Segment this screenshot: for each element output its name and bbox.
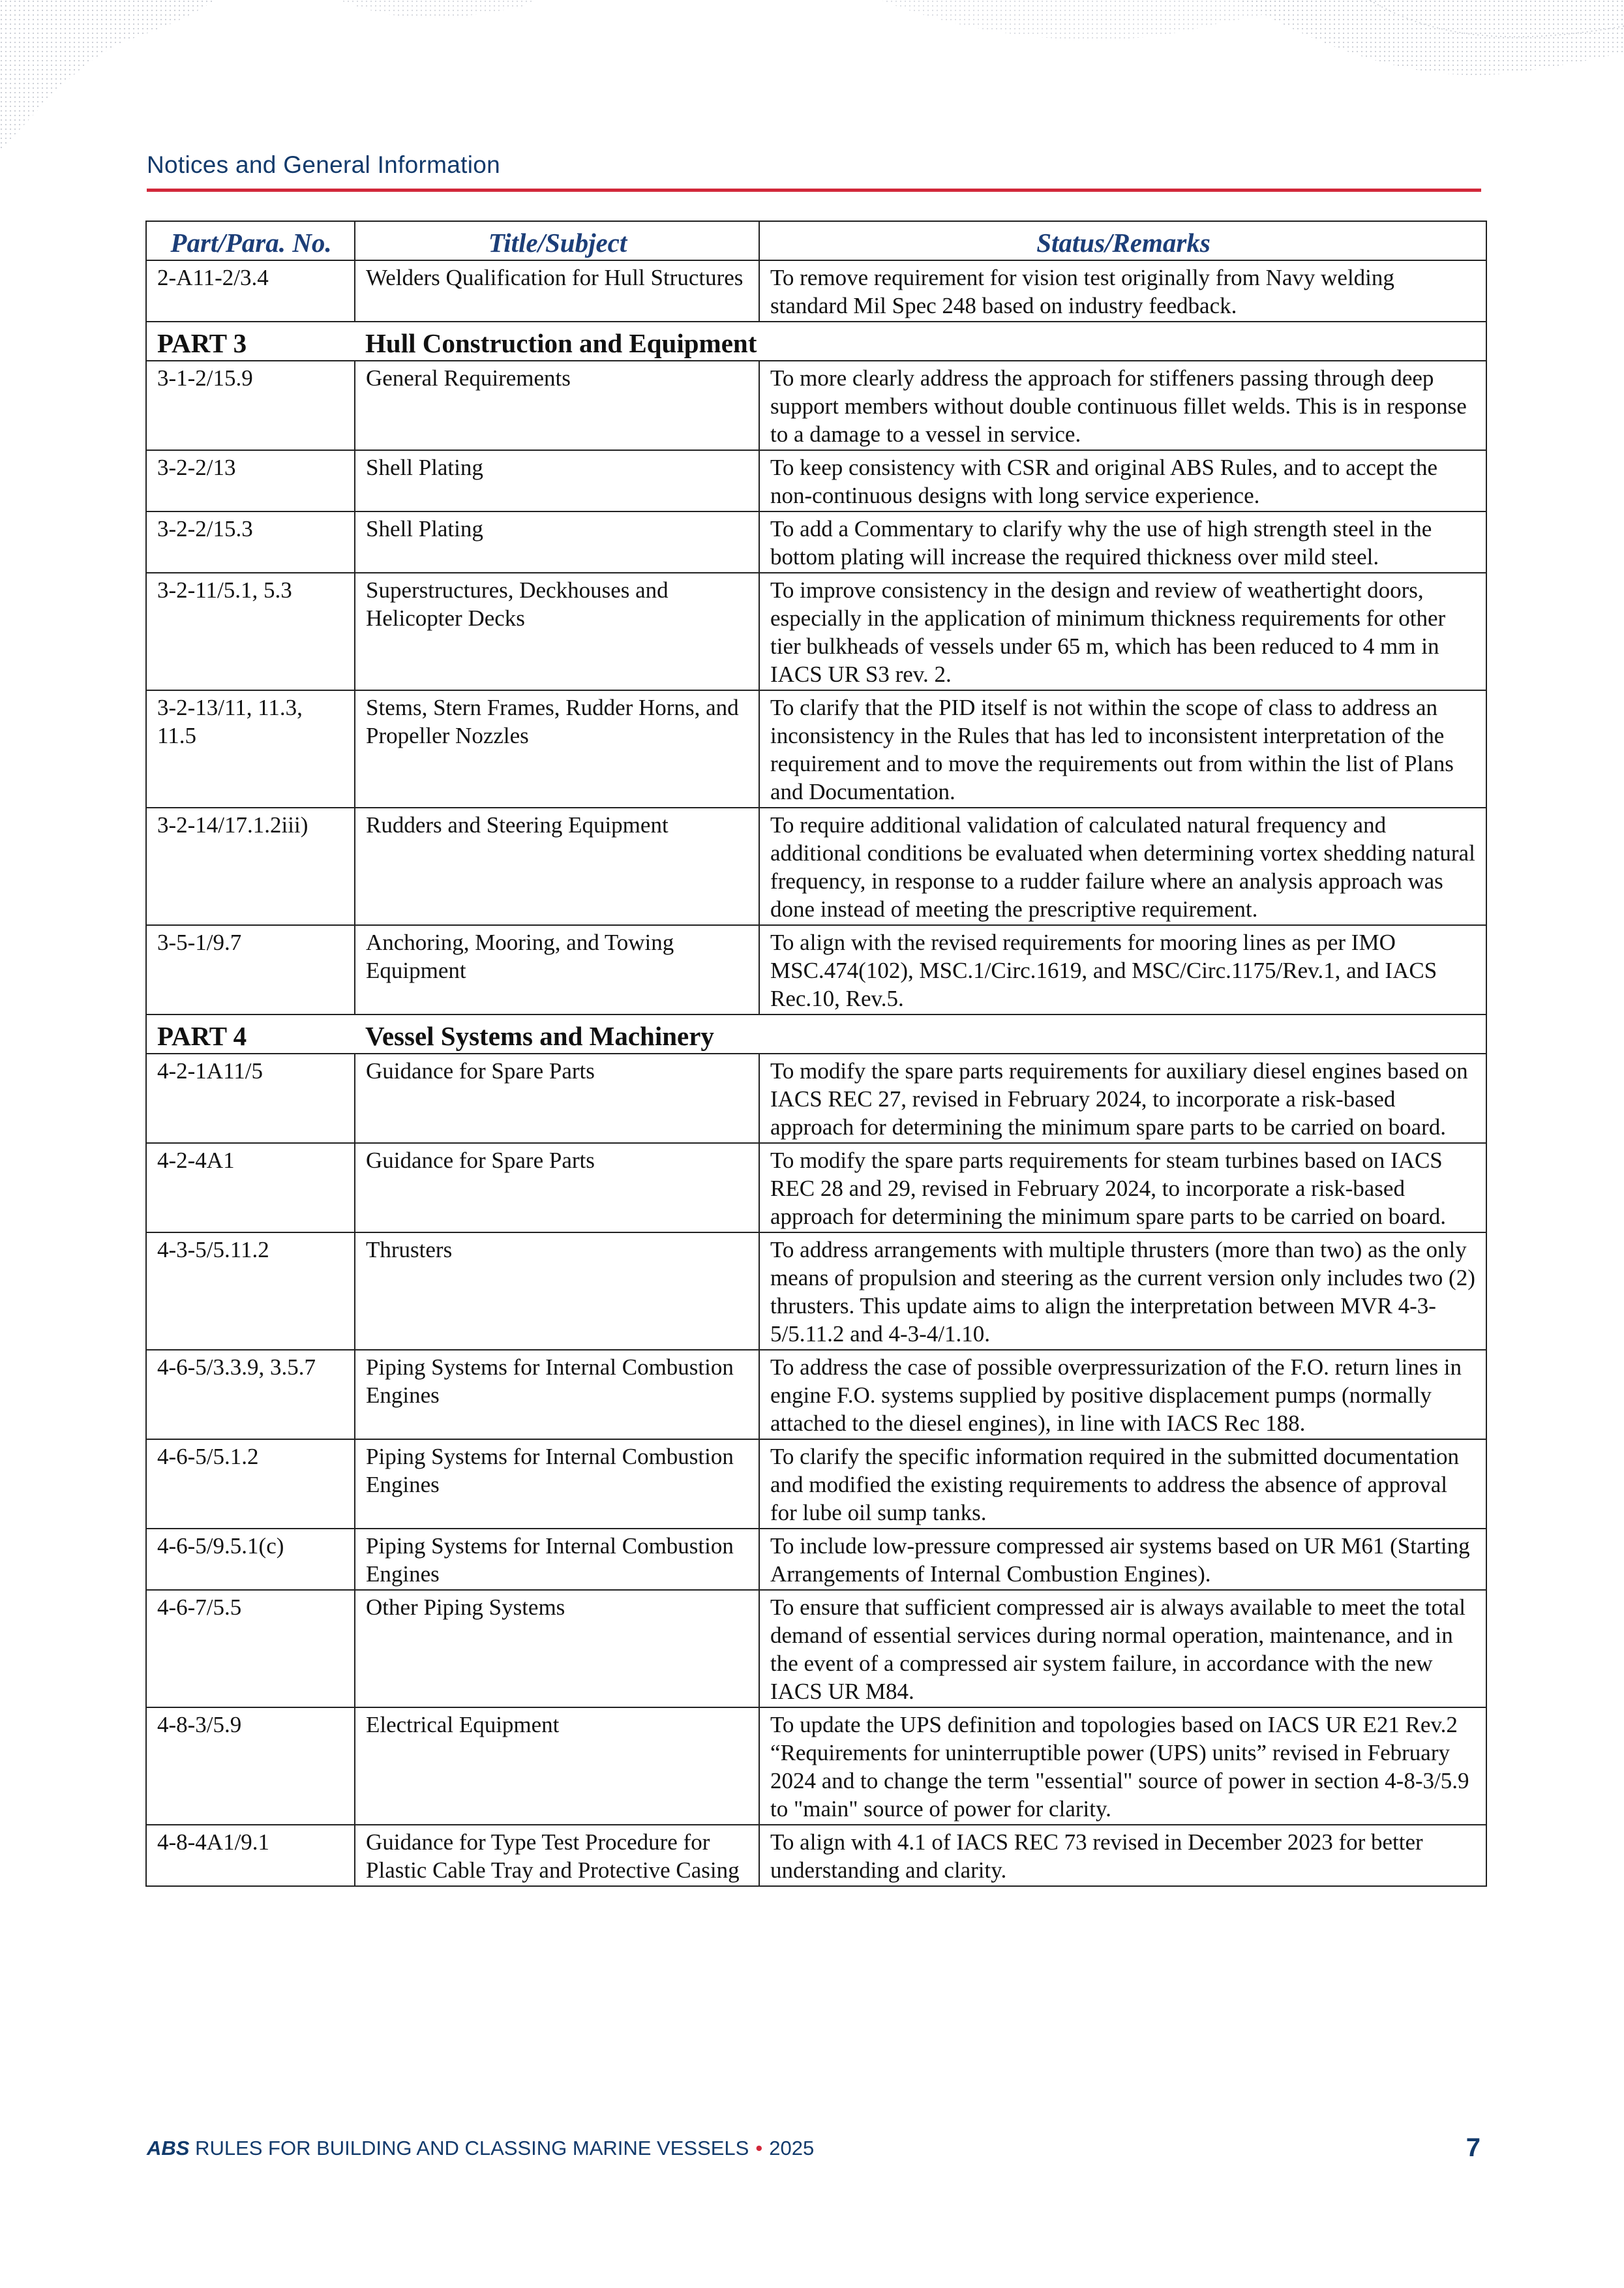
- cell-status-remarks: To remove requirement for vision test originally from Navy welding standard Mil Spec 248 based on industry feedback.: [759, 260, 1486, 322]
- cell-status-remarks: To improve consistency in the design and review of weathertight doors, especially in the application of minimum thickness requirements for other tier bulkheads of vessels under 65 m, which has been reduced to 4 mm in IACS UR S3 rev. 2.: [759, 573, 1486, 690]
- cell-status-remarks: To more clearly address the approach for stiffeners passing through deep support members without double continuous fillet welds. This is in response to a damage to a vessel in service.: [759, 361, 1486, 450]
- cell-part-para: 3-1-2/15.9: [146, 361, 355, 450]
- table-row: [146, 1529, 1486, 1590]
- cell-status-remarks: To clarify the specific information required in the submitted documentation and modified the existing requirements to address the absence of approval for lube oil sump tanks.: [759, 1439, 1486, 1529]
- table-body: [146, 260, 1486, 1886]
- cell-status-remarks: To add a Commentary to clarify why the use of high strength steel in the bottom plating will increase the required thickness over mild steel.: [759, 511, 1486, 573]
- cell-title-subject: Shell Plating: [355, 450, 759, 511]
- cell-part-para: 3-2-2/15.3: [146, 511, 355, 573]
- cell-title-subject: Guidance for Spare Parts: [355, 1054, 759, 1143]
- cell-title-subject: Guidance for Type Test Procedure for Plastic Cable Tray and Protective Casing: [355, 1825, 759, 1886]
- table-row: [146, 925, 1486, 1014]
- part-heading-row: [146, 322, 1486, 361]
- cell-part-para: 4-2-4A1: [146, 1143, 355, 1232]
- page-number: 7: [1466, 2133, 1481, 2162]
- cell-title-subject: Piping Systems for Internal Combustion Engines: [355, 1350, 759, 1439]
- cell-title-subject: General Requirements: [355, 361, 759, 450]
- cell-part-para: 4-8-4A1/9.1: [146, 1825, 355, 1886]
- cell-part-para: 4-3-5/5.11.2: [146, 1232, 355, 1350]
- cell-status-remarks: To address arrangements with multiple thrusters (more than two) as the only means of propulsion and steering as the current version only includes two (2) thrusters. This update aims to align the interpretation between MVR 4-3-5/5.11.2 and 4-3-4/1.10.: [759, 1232, 1486, 1350]
- table-row: [146, 1439, 1486, 1529]
- cell-status-remarks: To modify the spare parts requirements for steam turbines based on IACS REC 28 and 29, revised in February 2024, to incorporate a risk-based approach for determining the minimum spare parts to be carried on board.: [759, 1143, 1486, 1232]
- bullet-separator-icon: •: [755, 2137, 763, 2159]
- part-heading-row: [146, 1014, 1486, 1054]
- column-header-title: Title/Subject: [355, 221, 759, 260]
- cell-part-para: 4-8-3/5.9: [146, 1707, 355, 1825]
- cell-status-remarks: To modify the spare parts requirements for auxiliary diesel engines based on IACS REC 27, revised in February 2024, to incorporate a risk-based approach for determining the minimum spare parts to be carried on board.: [759, 1054, 1486, 1143]
- cell-title-subject: Piping Systems for Internal Combustion Engines: [355, 1529, 759, 1590]
- table-row: [146, 450, 1486, 511]
- cell-title-subject: Other Piping Systems: [355, 1590, 759, 1707]
- cell-status-remarks: To include low-pressure compressed air systems based on UR M61 (Starting Arrangements of Internal Combustion Engines).: [759, 1529, 1486, 1590]
- cell-status-remarks: To ensure that sufficient compressed air is always available to meet the total demand of essential services during normal operation, maintenance, and in the event of a compressed air system failure, in accordance with the new IACS UR M84.: [759, 1590, 1486, 1707]
- column-header-part: Part/Para. No.: [146, 221, 355, 260]
- abs-logo-text: ABS: [147, 2137, 190, 2159]
- cell-title-subject: Anchoring, Mooring, and Towing Equipment: [355, 925, 759, 1014]
- table-row: [146, 690, 1486, 808]
- cell-part-para: 4-6-7/5.5: [146, 1590, 355, 1707]
- cell-part-para: 3-2-2/13: [146, 450, 355, 511]
- footer-title: RULES FOR BUILDING AND CLASSING MARINE VESSELS: [195, 2137, 749, 2159]
- cell-status-remarks: To keep consistency with CSR and original ABS Rules, and to accept the non-continuous designs with long service experience.: [759, 450, 1486, 511]
- cell-title-subject: Guidance for Spare Parts: [355, 1143, 759, 1232]
- cell-part-para: 4-2-1A11/5: [146, 1054, 355, 1143]
- cell-title-subject: Welders Qualification for Hull Structures: [355, 260, 759, 322]
- section-header-title: Notices and General Information: [147, 151, 500, 178]
- table-row: [146, 260, 1486, 322]
- cell-status-remarks: To align with the revised requirements for mooring lines as per IMO MSC.474(102), MSC.1/Circ.1619, and MSC/Circ.1175/Rev.1, and IACS Rec.10, Rev.5.: [759, 925, 1486, 1014]
- cell-status-remarks: To update the UPS definition and topologies based on IACS UR E21 Rev.2 “Requirements for uninterruptible power (UPS) units” revised in February 2024 and to change the term "essential" source of power in section 4-8-3/5.9 to "main" source of power for clarity.: [759, 1707, 1486, 1825]
- cell-title-subject: Thrusters: [355, 1232, 759, 1350]
- table-row: [146, 1825, 1486, 1886]
- footer-year: 2025: [769, 2137, 815, 2159]
- table-row: [146, 1232, 1486, 1350]
- cell-title-subject: Superstructures, Deckhouses and Helicopter Decks: [355, 573, 759, 690]
- table-row: [146, 1350, 1486, 1439]
- cell-title-subject: Shell Plating: [355, 511, 759, 573]
- part-label: PART 3: [146, 322, 355, 361]
- column-header-remarks: Status/Remarks: [759, 221, 1486, 260]
- table-header-row: [146, 221, 1486, 260]
- cell-part-para: 2-A11-2/3.4: [146, 260, 355, 322]
- cell-status-remarks: To clarify that the PID itself is not within the scope of class to address an inconsistency in the Rules that has led to inconsistent interpretation of the requirement and to move the requirements out from within the list of Plans and Documentation.: [759, 690, 1486, 808]
- cell-title-subject: Stems, Stern Frames, Rudder Horns, and Propeller Nozzles: [355, 690, 759, 808]
- part-title: Vessel Systems and Machinery: [355, 1014, 1486, 1054]
- cell-part-para: 3-2-11/5.1, 5.3: [146, 573, 355, 690]
- table-row: [146, 1143, 1486, 1232]
- cell-status-remarks: To align with 4.1 of IACS REC 73 revised in December 2023 for better understanding and clarity.: [759, 1825, 1486, 1886]
- table-row: [146, 573, 1486, 690]
- cell-part-para: 3-2-14/17.1.2iii): [146, 808, 355, 925]
- footer-publication: [147, 2137, 814, 2160]
- cell-part-para: 3-5-1/9.7: [146, 925, 355, 1014]
- revisions-table: [145, 221, 1487, 1887]
- cell-title-subject: Piping Systems for Internal Combustion Engines: [355, 1439, 759, 1529]
- cell-status-remarks: To address the case of possible overpressurization of the F.O. return lines in engine F.O. systems supplied by positive displacement pumps (normally attached to the diesel engines), in line with IACS Rec 188.: [759, 1350, 1486, 1439]
- table-row: [146, 1590, 1486, 1707]
- decorative-wave-pattern: [0, 0, 1624, 170]
- table-row: [146, 808, 1486, 925]
- cell-part-para: 4-6-5/3.3.9, 3.5.7: [146, 1350, 355, 1439]
- part-label: PART 4: [146, 1014, 355, 1054]
- cell-part-para: 4-6-5/9.5.1(c): [146, 1529, 355, 1590]
- table-row: [146, 1707, 1486, 1825]
- part-title: Hull Construction and Equipment: [355, 322, 1486, 361]
- table-row: [146, 511, 1486, 573]
- header-divider: [147, 189, 1481, 192]
- table-row: [146, 361, 1486, 450]
- cell-title-subject: Electrical Equipment: [355, 1707, 759, 1825]
- cell-part-para: 4-6-5/5.1.2: [146, 1439, 355, 1529]
- table-row: [146, 1054, 1486, 1143]
- cell-part-para: 3-2-13/11, 11.3, 11.5: [146, 690, 355, 808]
- cell-status-remarks: To require additional validation of calculated natural frequency and additional conditions be evaluated when determining vortex shedding natural frequency, in response to a rudder failure where an analysis approach was done instead of meeting the prescriptive requirement.: [759, 808, 1486, 925]
- cell-title-subject: Rudders and Steering Equipment: [355, 808, 759, 925]
